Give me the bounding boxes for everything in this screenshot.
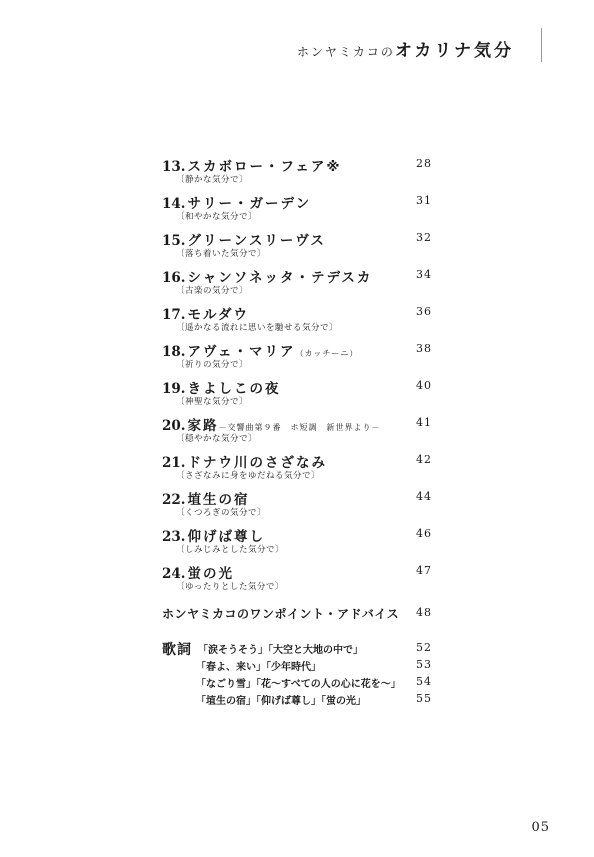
entry-note: （カッチーニ） bbox=[295, 349, 359, 358]
entry-title bbox=[162, 377, 281, 397]
entry-number: 22. bbox=[162, 492, 186, 508]
entry-number: 16. bbox=[162, 270, 186, 286]
entry-title-text: ドナウ川のさざなみ bbox=[187, 455, 327, 471]
entry-page-number: 47 bbox=[416, 564, 432, 577]
entry-page-number: 42 bbox=[416, 453, 432, 466]
entry-title-text: スカボロー・フェア※ bbox=[187, 159, 342, 175]
entry-number: 23. bbox=[162, 529, 186, 545]
entry-title-text: モルダウ bbox=[187, 307, 249, 323]
toc-entry[interactable] bbox=[162, 303, 432, 340]
entry-number: 17. bbox=[162, 307, 186, 323]
entry-page-number: 40 bbox=[416, 379, 432, 392]
toc-entry[interactable] bbox=[162, 229, 432, 266]
lyrics-entry[interactable] bbox=[162, 675, 432, 692]
entry-mood: 〔古楽の気分で〕 bbox=[176, 286, 249, 296]
lyrics-page-number: 53 bbox=[416, 658, 432, 671]
entry-number: 14. bbox=[162, 196, 186, 212]
toc-entry[interactable] bbox=[162, 488, 432, 525]
entry-title-text: シャンソネッタ・テデスカ bbox=[187, 270, 373, 286]
toc-entry[interactable] bbox=[162, 414, 432, 451]
toc-entry[interactable] bbox=[162, 192, 432, 229]
advice-title: ホンヤミカコのワンポイント・アドバイス bbox=[162, 607, 400, 621]
entry-title bbox=[162, 192, 311, 212]
entry-title bbox=[162, 229, 326, 249]
entry-title bbox=[162, 488, 250, 508]
entry-mood: 〔さざなみに身をゆだねる気分で〕 bbox=[176, 471, 321, 481]
entry-title-text: 蛍の光 bbox=[187, 566, 234, 582]
toc-entry-advice[interactable] bbox=[162, 605, 432, 625]
lyrics-page-number: 55 bbox=[416, 692, 432, 705]
table-of-contents bbox=[162, 155, 432, 599]
lyrics-page-number: 54 bbox=[416, 675, 432, 688]
running-header bbox=[297, 36, 514, 61]
lyrics-list bbox=[162, 641, 432, 709]
entry-title-text: グリーンスリーヴス bbox=[187, 233, 326, 249]
entry-mood: 〔遥かなる流れに思いを馳せる気分で〕 bbox=[176, 323, 339, 333]
entry-mood: 〔落ち着いた気分で〕 bbox=[176, 249, 267, 259]
toc-entry[interactable] bbox=[162, 266, 432, 303]
entry-title bbox=[162, 303, 249, 323]
lyrics-entry[interactable] bbox=[162, 641, 432, 658]
entry-title-text: アヴェ・マリア bbox=[187, 344, 296, 360]
toc-entry[interactable] bbox=[162, 525, 432, 562]
lyrics-page-number: 52 bbox=[416, 641, 432, 654]
entry-page-number: 41 bbox=[416, 416, 432, 429]
lyrics-entry[interactable] bbox=[162, 658, 432, 675]
entry-title-text: サリー・ガーデン bbox=[187, 196, 312, 212]
lyrics-titles: 「なごり雪」「花～すべての人の心に花を～」 bbox=[196, 679, 401, 690]
entry-note: －交響曲第９番 ホ短調 新世界より－ bbox=[218, 423, 381, 432]
page-number: 05 bbox=[531, 820, 550, 835]
toc-entry[interactable] bbox=[162, 377, 432, 414]
advice-page-number: 48 bbox=[416, 606, 432, 619]
lyrics-section bbox=[162, 641, 432, 709]
lyrics-titles: 「涙そうそう」「大空と大地の中で」 bbox=[198, 645, 363, 656]
entry-page-number: 32 bbox=[416, 231, 432, 244]
entry-title bbox=[162, 266, 372, 286]
entry-mood: 〔和やかな気分で〕 bbox=[176, 212, 258, 222]
entry-mood: 〔しみじみとした気分で〕 bbox=[176, 545, 285, 555]
entry-mood: 〔ゆったりとした気分で〕 bbox=[176, 582, 284, 592]
entry-title bbox=[162, 340, 358, 360]
entry-title bbox=[162, 155, 341, 175]
entry-title bbox=[162, 451, 327, 471]
entry-number: 13. bbox=[162, 159, 186, 175]
entry-page-number: 46 bbox=[416, 527, 432, 540]
lyrics-titles: 「埴生の宿」「仰げば尊し」「蛍の光」 bbox=[196, 696, 366, 707]
entry-title-text: 家路 bbox=[187, 418, 219, 434]
entry-page-number: 34 bbox=[416, 268, 432, 281]
header-divider bbox=[541, 28, 542, 62]
entry-page-number: 44 bbox=[416, 490, 432, 503]
entry-mood: 〔祈りの気分で〕 bbox=[176, 360, 249, 370]
entry-page-number: 28 bbox=[416, 157, 432, 170]
header-subtitle: ホンヤミカコの bbox=[296, 45, 395, 59]
entry-number: 24. bbox=[162, 566, 186, 582]
entry-page-number: 38 bbox=[416, 342, 432, 355]
entry-title-text: きよしこの夜 bbox=[187, 381, 281, 397]
entry-page-number: 31 bbox=[416, 194, 432, 207]
entry-title bbox=[162, 562, 234, 582]
toc-entry[interactable] bbox=[162, 451, 432, 488]
entry-mood: 〔静かな気分で〕 bbox=[176, 175, 249, 185]
entry-number: 18. bbox=[162, 344, 186, 360]
entry-number: 21. bbox=[162, 455, 186, 471]
entry-mood: 〔穏やかな気分で〕 bbox=[176, 434, 258, 444]
toc-entry[interactable] bbox=[162, 340, 432, 377]
entry-number: 20. bbox=[162, 418, 186, 434]
lyrics-entry[interactable] bbox=[162, 692, 432, 709]
lyrics-titles: 「春よ、来い」「少年時代」 bbox=[196, 662, 321, 673]
entry-number: 15. bbox=[162, 233, 186, 249]
header-title: オカリナ気分 bbox=[394, 41, 514, 61]
entry-mood: 〔神聖な気分で〕 bbox=[176, 397, 249, 407]
lyrics-label: 歌詞 bbox=[162, 642, 192, 658]
entry-page-number: 36 bbox=[416, 305, 432, 318]
entry-title-text: 仰げば尊し bbox=[187, 529, 265, 545]
entry-number: 19. bbox=[162, 381, 186, 397]
entry-title bbox=[162, 414, 381, 434]
entry-title-text: 埴生の宿 bbox=[187, 492, 250, 508]
toc-entry[interactable] bbox=[162, 155, 432, 192]
entry-title bbox=[162, 525, 265, 545]
toc-entry[interactable] bbox=[162, 562, 432, 599]
entry-mood: 〔くつろぎの気分で〕 bbox=[176, 508, 267, 518]
